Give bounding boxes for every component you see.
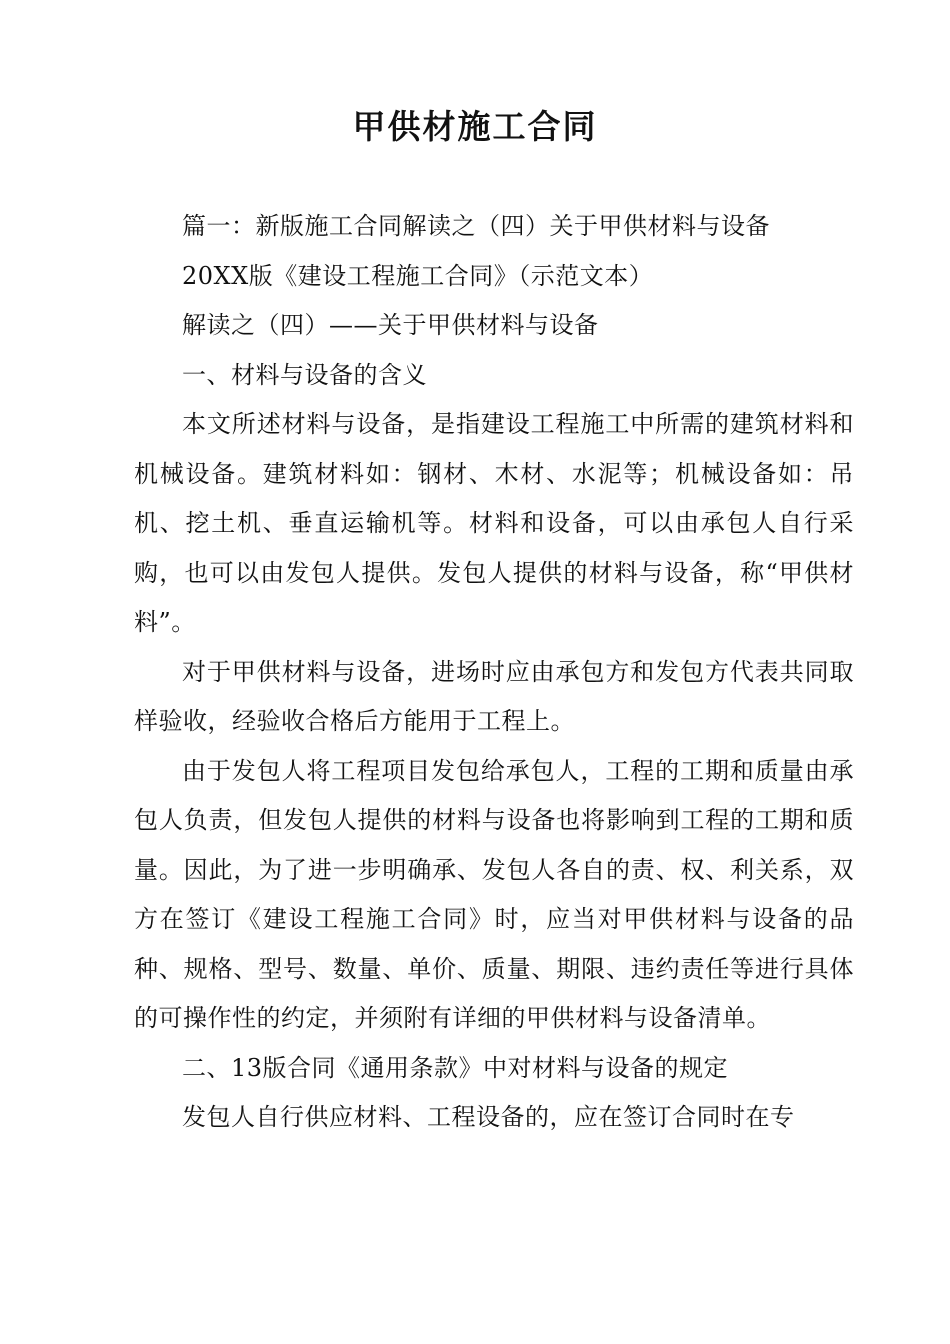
paragraph-interpretation-four: 解读之（四）——关于甲供材料与设备 [182, 311, 599, 339]
paragraph-section-one-heading: 一、材料与设备的含义 [182, 360, 427, 389]
paragraph-heading-part-one: 篇一：新版施工合同解读之（四）关于甲供材料与设备 [182, 212, 770, 240]
paragraph-owner-supply: 发包人自行供应材料、工程设备的，应在签订合同时在专 [182, 1103, 795, 1131]
document-title: 甲供材施工合同 [352, 107, 598, 146]
paragraph-contract-edition: 20XX版《建设工程施工合同》（示范文本） [182, 261, 654, 290]
paragraph-section-two-heading: 二、13版合同《通用条款》中对材料与设备的规定 [182, 1053, 729, 1082]
paragraph-materials-definition: 本文所述材料与设备，是指建设工程施工中所需的建筑材料和机械设备。建筑材料如：钢材、木材、水泥等；机械设备如：吊机、挖土机、垂直运输机等。材料和设备，可以由承包人自行采购，也可以由发包人提供。发包人提供的材料与设备，称“甲供材料”。 [134, 410, 854, 636]
paragraph-joint-inspection: 对于甲供材料与设备，进场时应由承包方和发包方代表共同取样验收，经验收合格后方能用于工程上。 [134, 657, 854, 735]
paragraph-responsibilities: 由于发包人将工程项目发包给承包人，工程的工期和质量由承包人负责，但发包人提供的材料与设备也将影响到工程的工期和质量。因此，为了进一步明确承、发包人各自的责、权、利关系，双方在签订《建设工程施工合同》时，应当对甲供材料与设备的品种、规格、型号、数量、单价、质量、期限、违约责任等进行具体的可操作性的约定，并须附有详细的甲供材料与设备清单。 [134, 756, 854, 1032]
document-body [134, 202, 854, 1143]
